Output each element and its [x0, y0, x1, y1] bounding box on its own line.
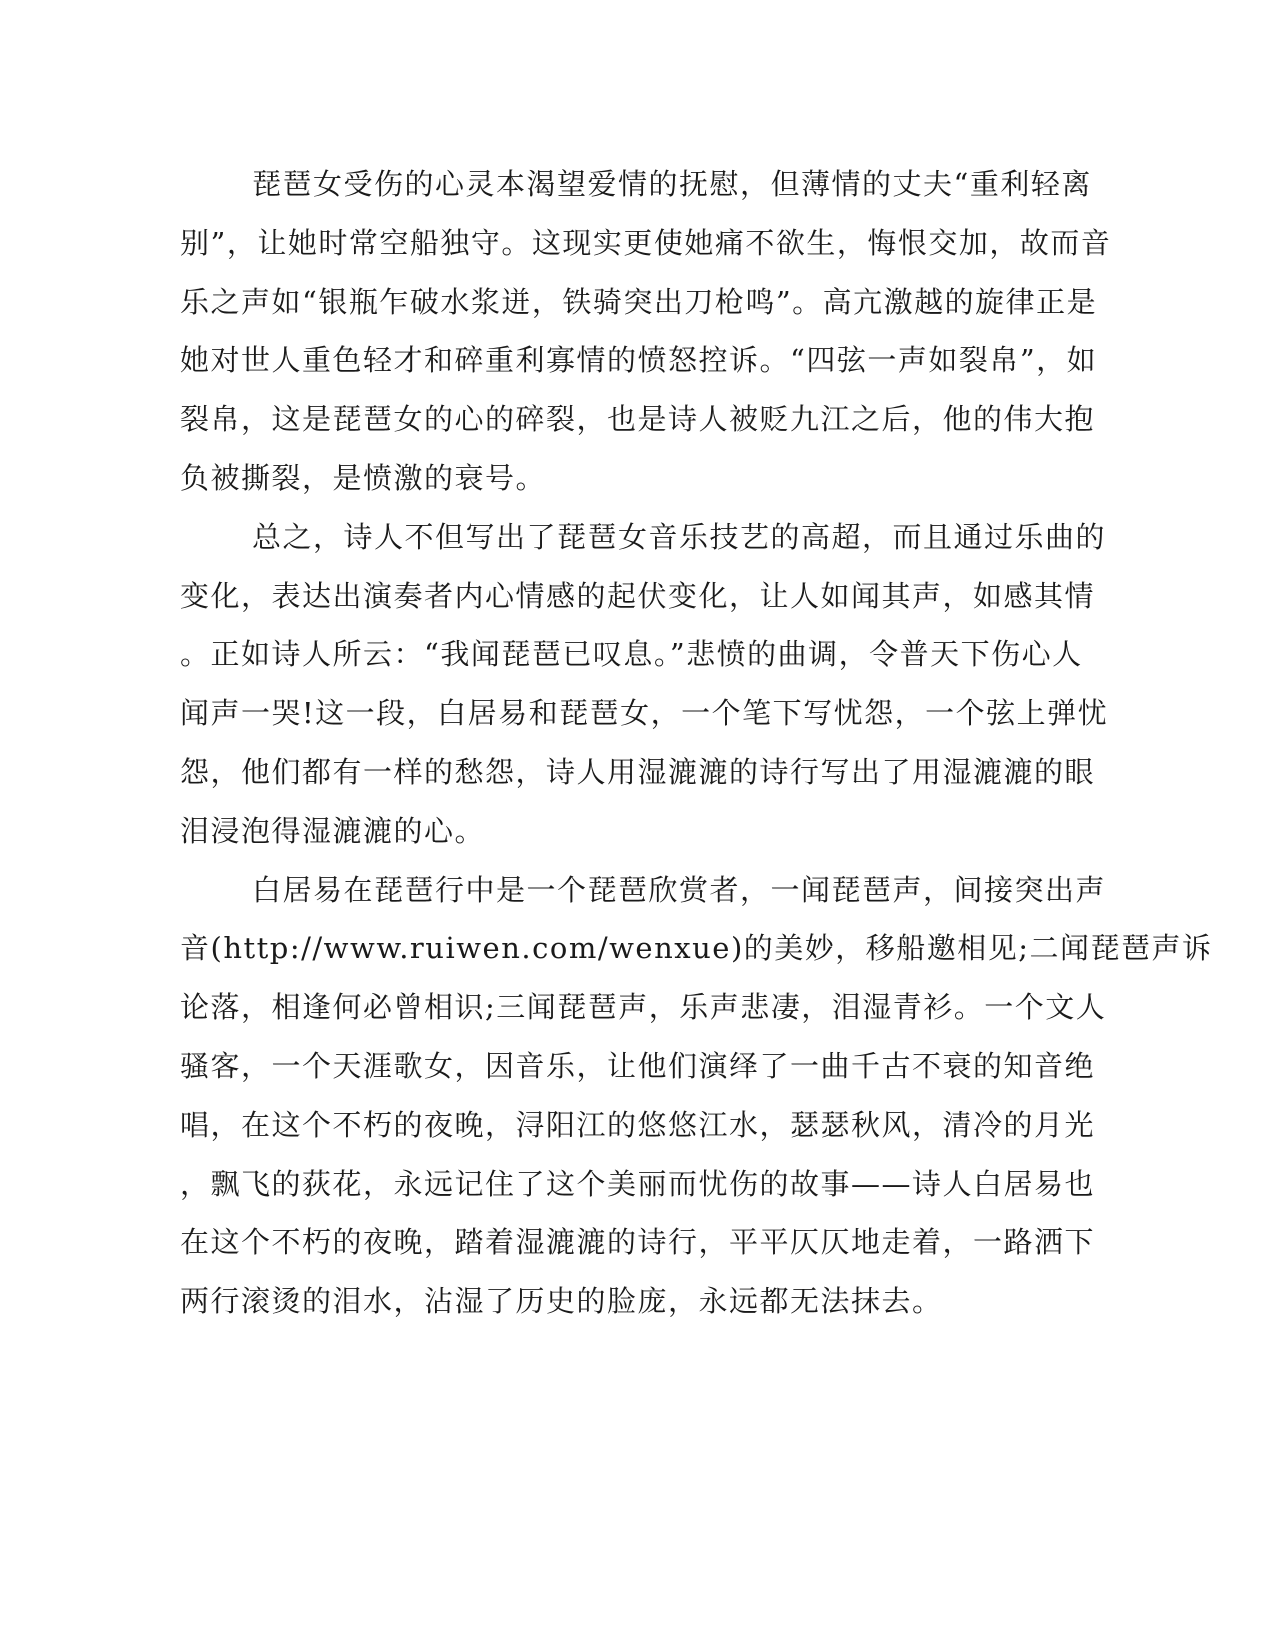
paragraph-1 [180, 155, 1112, 508]
text-line: 负被撕裂，是愤激的衰号。 [180, 460, 547, 495]
text-line: ，飘飞的荻花，永远记住了这个美丽而忧伤的故事——诗人白居易也 [180, 1166, 1096, 1201]
text-line: 在这个不朽的夜晚，踏着湿漉漉的诗行，平平仄仄地走着，一路洒下 [180, 1225, 1096, 1260]
text-line: 骚客，一个天涯歌女，因音乐，让他们演绎了一曲千古不衰的知音绝 [180, 1048, 1096, 1083]
text-line: 她对世人重色轻才和碎重利寡情的愤怒控诉。“四弦一声如裂帛”，如 [180, 343, 1098, 378]
text-line: 论落，相逢何必曾相识;三闻琵琶声，乐声悲凄，泪湿青衫。一个文人 [180, 990, 1107, 1025]
text-line: 怨，他们都有一样的愁怨，诗人用湿漉漉的诗行写出了用湿漉漉的眼 [180, 754, 1096, 789]
text-line: 闻声一哭!这一段，白居易和琵琶女，一个笔下写忧怨，一个弦上弹忧 [180, 696, 1109, 731]
text-line: 别”，让她时常空船独守。这现实更使她痛不欲生，悔恨交加，故而音 [180, 225, 1112, 260]
text-line: 音(http://www.ruiwen.com/wenxue)的美妙，移船邀相见;二闻琵琶声诉 [180, 931, 1213, 966]
text-line: 乐之声如“银瓶乍破水浆迸，铁骑突出刀枪鸣”。高亢激越的旋律正是 [180, 284, 1098, 319]
paragraph-3 [180, 861, 1213, 1331]
text-line: 泪浸泡得湿漉漉的心。 [180, 813, 486, 848]
text-line: 。正如诗人所云：“我闻琵琶已叹息。”悲愤的曲调，令普天下伤心人 [180, 637, 1083, 672]
text-line: 裂帛，这是琵琶女的心的碎裂，也是诗人被贬九江之后，他的伟大抱 [180, 402, 1096, 437]
text-line: 唱，在这个不朽的夜晚，浔阳江的悠悠江水，瑟瑟秋风，清冷的月光 [180, 1107, 1096, 1142]
text-line: 琵琶女受伤的心灵本渴望爱情的抚慰，但薄情的丈夫“重利轻离 [252, 167, 1092, 201]
text-line: 两行滚烫的泪水，沾湿了历史的脸庞，永远都无法抹去。 [180, 1284, 943, 1319]
text-line: 白居易在琵琶行中是一个琵琶欣赏者，一闻琵琶声，间接突出声 [252, 872, 1107, 907]
document-body [180, 155, 1213, 1331]
text-line: 总之，诗人不但写出了琵琶女音乐技艺的高超，而且通过乐曲的 [252, 519, 1107, 554]
paragraph-2 [180, 508, 1109, 861]
text-line: 变化，表达出演奏者内心情感的起伏变化，让人如闻其声，如感其情 [180, 578, 1096, 613]
